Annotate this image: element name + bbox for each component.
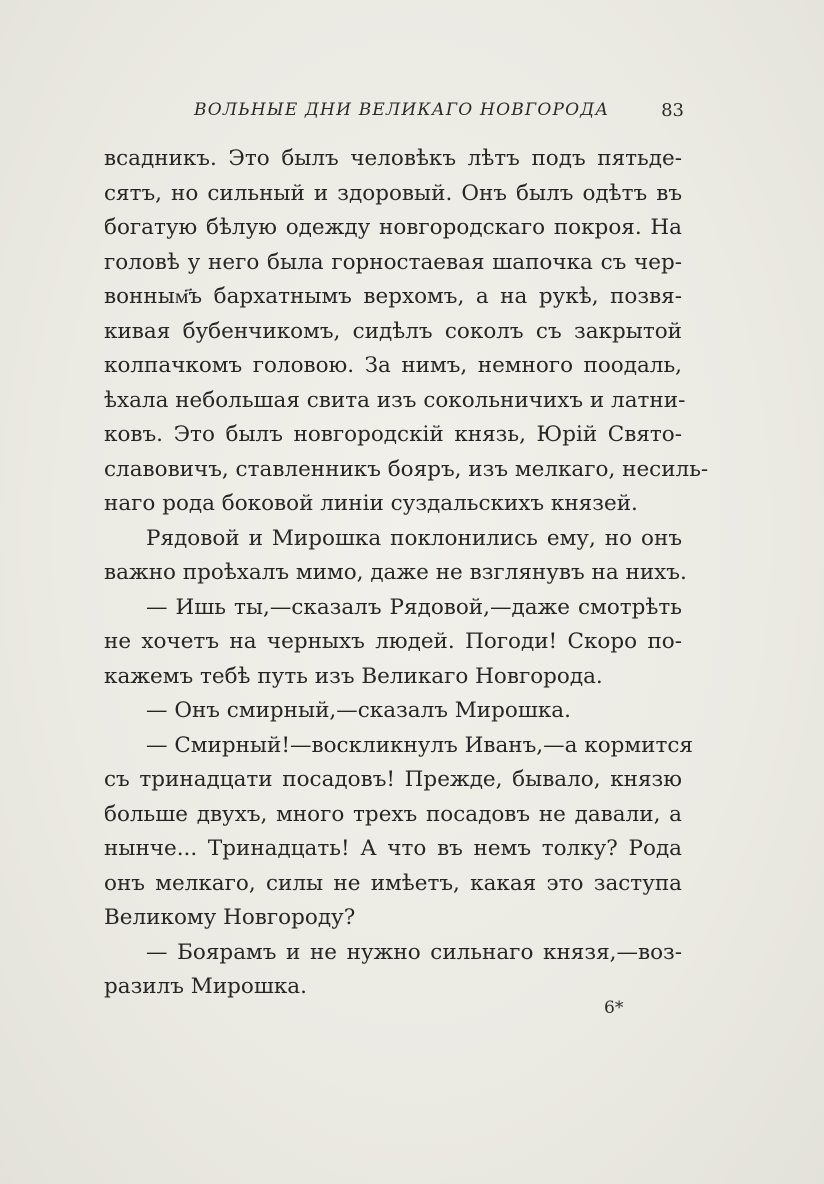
text-line: богатую бѣлую одежду новгородскаго покроя. На	[104, 215, 682, 240]
text-line: вонным҃ъ бархатнымъ верхомъ, а на рукѣ, позвя-	[104, 284, 682, 309]
text-line: Великому Новгороду?	[104, 905, 356, 930]
text-line: не хочетъ на черныхъ людей. Погоди! Скоро по-	[104, 629, 682, 654]
text-line: — Боярамъ и не нужно сильнаго князя,—воз-	[146, 939, 682, 965]
text-line: — Смирный!—воскликнулъ Иванъ,—а кормится	[146, 732, 693, 758]
text-line: — Онъ смирный,—сказалъ Мирошка.	[146, 698, 571, 723]
text-line: сятъ, но сильный и здоровый. Онъ былъ одѣтъ въ	[104, 180, 682, 206]
text-line: разилъ Мирошка.	[104, 974, 307, 999]
text-line: ковъ. Это былъ новгородскій князь, Юрій Свято-	[104, 422, 682, 447]
signature-mark: 6*	[604, 998, 624, 1018]
text-line: колпачкомъ головою. За нимъ, немного поодаль,	[104, 353, 682, 378]
text-line: — Ишь ты,—сказалъ Рядовой,—даже смотрѣть	[146, 594, 682, 620]
text-line: Рядовой и Мирошка поклонились ему, но онъ	[146, 525, 682, 551]
text-line: больше двухъ, много трехъ посадовъ не давали, а	[104, 801, 682, 827]
text-line: важно проѣхалъ мимо, даже не взглянувъ на нихъ.	[104, 560, 687, 585]
running-title: ВОЛЬНЫЕ ДНИ ВЕЛИКАГО НОВГОРОДА	[194, 100, 610, 120]
text-line: головѣ у него была горностаевая шапочка съ чер-	[104, 249, 682, 275]
body-text	[104, 142, 709, 1005]
text-line: ѣхала небольшая свита изъ сокольничихъ и латни-	[104, 387, 686, 413]
text-line: кивая бубенчикомъ, сидѣлъ соколъ съ закрытой	[104, 318, 682, 344]
text-line: нынче... Тринадцать! А что въ немъ толку? Рода	[104, 836, 682, 861]
text-line: славовичъ, ставленникъ бояръ, изъ мелкаго, несиль-	[104, 456, 709, 482]
text-line: онъ мелкаго, силы не имѣетъ, какая это заступа	[104, 870, 682, 896]
text-line: всадникъ. Это былъ человѣкъ лѣтъ подъ пятьде-	[104, 146, 682, 171]
text-line: кажемъ тебѣ путь изъ Великаго Новгорода.	[104, 663, 603, 689]
page-header	[104, 100, 684, 124]
page-number: 83	[661, 100, 684, 121]
text-line: наго рода боковой линіи суздальскихъ князей.	[104, 491, 638, 516]
text-line: съ тринадцати посадовъ! Прежде, бывало, князю	[104, 767, 682, 792]
